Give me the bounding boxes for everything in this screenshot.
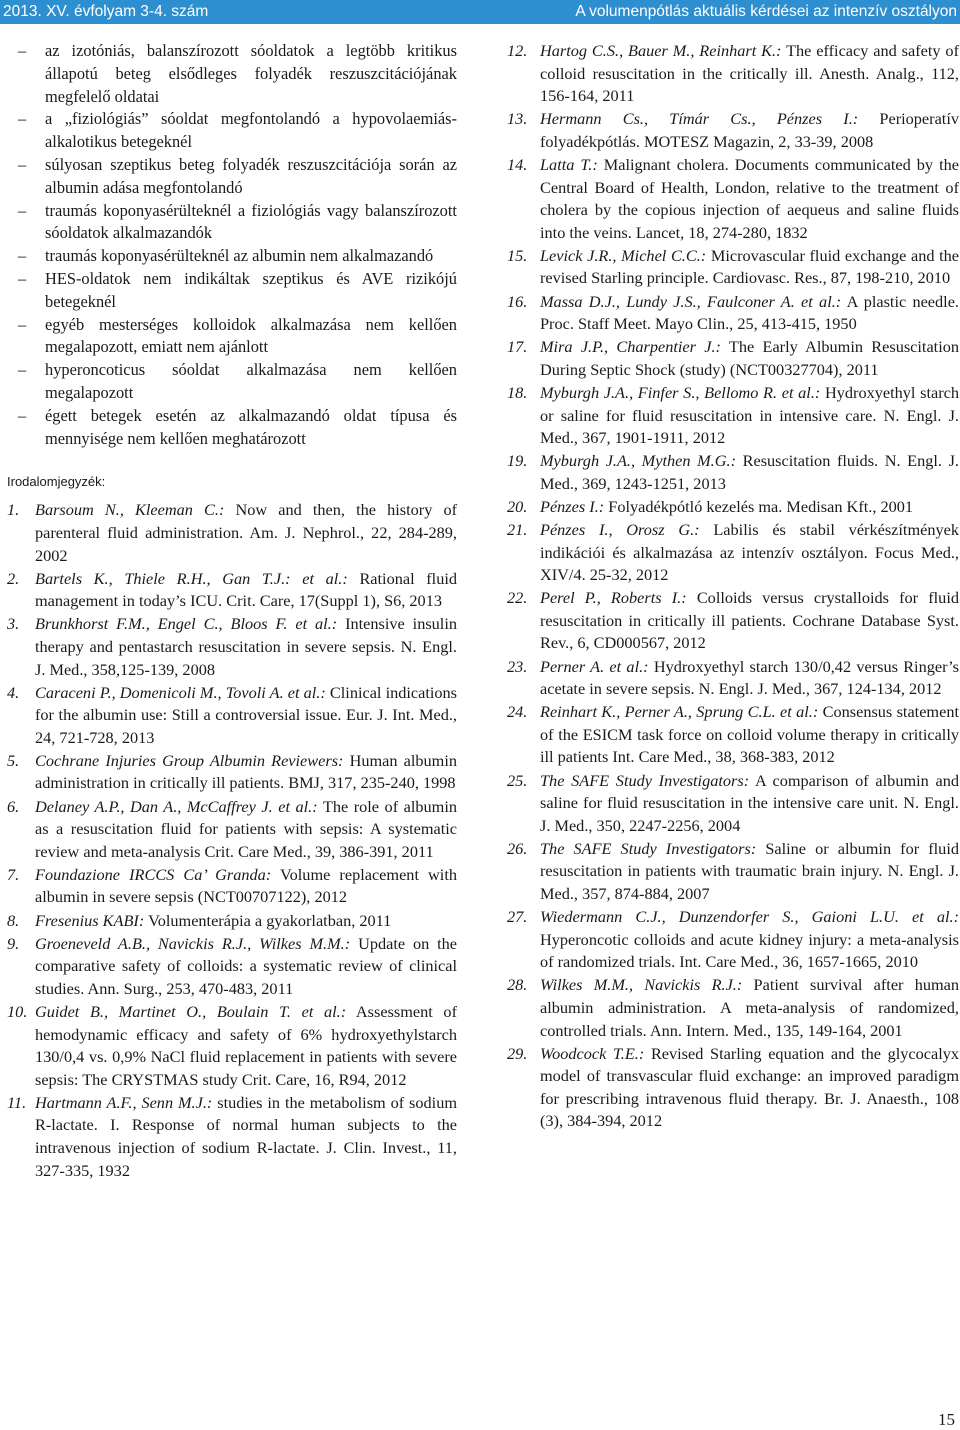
reference-number: 19. xyxy=(507,451,528,471)
reference-authors: Myburgh J.A., Finfer S., Bellomo R. et al.: xyxy=(540,382,821,402)
reference-item xyxy=(7,910,457,933)
reference-authors: Wilkes M.M., Navickis R.J.: xyxy=(540,975,743,995)
reference-authors: Hermann Cs., Tímár Cs., Pénzes I.: xyxy=(540,109,859,129)
dash-bullet: – xyxy=(18,154,27,174)
reference-authors: Hartog C.S., Bauer M., Reinhart K.: xyxy=(540,41,782,60)
reference-item xyxy=(507,382,959,450)
reference-authors: Fresenius KABI: xyxy=(35,910,145,930)
reference-number: 27. xyxy=(507,907,528,927)
reference-number: 6. xyxy=(7,796,20,816)
reference-authors: Caraceni P., Domenicoli M., Tovoli A. et al.: xyxy=(35,682,326,702)
reference-text: Resuscitation fluids. N. Engl. J. Med., 369, 1243-1251, 2013 xyxy=(540,451,959,493)
reference-item xyxy=(507,906,959,974)
reference-text: The efficacy and safety of colloid resuscitation in the critically ill. Anesth. Analg., 112, 156-164, 2011 xyxy=(540,41,959,106)
reference-number: 22. xyxy=(507,588,528,608)
reference-authors: The SAFE Study Investigators: xyxy=(540,770,750,790)
reference-authors: Mira J.P., Charpentier J.: xyxy=(540,337,721,357)
running-header xyxy=(0,0,960,24)
reference-text: The Early Albumin Resuscitation During Septic Shock (study) (NCT00327704), 2011 xyxy=(540,337,959,379)
reference-text: Revised Starling equation and the glycocalyx model of transvascular fluid exchange: an improved paradigm for prescribing intravenous fluid therapy. Br. J. Anaesth., 108 (3), 384-394, 2012 xyxy=(540,1043,959,1131)
reference-authors: Bartels K., Thiele R.H., Gan T.J.: et al.: xyxy=(35,568,348,588)
reference-authors: The SAFE Study Investigators: xyxy=(540,838,757,858)
recommendations-list xyxy=(7,40,457,450)
references-list-right xyxy=(507,40,959,1133)
reference-number: 20. xyxy=(507,496,528,516)
reference-item xyxy=(507,291,959,336)
recommendation-item xyxy=(7,154,457,200)
reference-item xyxy=(507,336,959,381)
reference-text: Microvascular fluid exchange and the revised Starling principle. Cardiovasc. Res., 87, 198-210, 2010 xyxy=(540,245,959,288)
reference-number: 4. xyxy=(7,682,20,702)
reference-item xyxy=(7,613,457,681)
reference-number: 23. xyxy=(507,656,528,676)
reference-text: Volume replacement with albumin in severe sepsis (NCT00707122), 2012 xyxy=(35,864,457,907)
recommendation-item xyxy=(7,40,457,108)
dash-bullet: – xyxy=(18,109,27,129)
recommendation-text: hyperoncoticus sóoldat alkalmazása nem kellően megalapozott xyxy=(45,360,457,402)
reference-number: 24. xyxy=(507,702,528,722)
reference-text: Patient survival after human albumin administration. A meta-analysis of randomized, controlled trials. Ann. Intern. Med., 135, 149-164, 2001 xyxy=(540,975,960,1040)
dash-bullet: – xyxy=(18,314,27,334)
reference-text: Human albumin administration in critically ill patients. BMJ, 317, 235-240, 1998 xyxy=(35,750,458,793)
reference-number: 5. xyxy=(7,750,20,770)
recommendation-text: a „fiziológiás” sóoldat megfontolandó a hypovolaemiás-alkalotikus betegeknél xyxy=(45,109,457,152)
reference-item xyxy=(507,974,959,1042)
recommendation-item xyxy=(7,405,457,451)
left-column xyxy=(7,40,457,1183)
reference-item xyxy=(7,1092,457,1182)
reference-authors: Perner A. et al.: xyxy=(540,656,649,676)
article-running-title: A volumenpótlás aktuális kérdései az intenzív osztályon xyxy=(575,3,957,20)
dash-bullet: – xyxy=(18,246,27,266)
reference-number: 2. xyxy=(7,568,20,588)
reference-number: 11. xyxy=(7,1092,27,1112)
reference-text: Now and then, the history of parenteral fluid administration. Am. J. Nephrol., 22, 284-289, 2002 xyxy=(35,500,458,565)
reference-item xyxy=(507,1043,959,1133)
reference-item xyxy=(7,1001,457,1091)
recommendation-text: égett betegek esetén az alkalmazandó oldat típusa és mennyisége nem kellően meghatározott xyxy=(45,405,457,448)
recommendation-text: traumás koponyasérülteknél az albumin nem alkalmazandó xyxy=(45,246,434,266)
reference-item xyxy=(7,568,457,613)
dash-bullet: – xyxy=(18,41,27,60)
reference-text: Clinical indications for the albumin use: Still a controversial issue. Eur. J. Int. Med., 24, 721-728, 2013 xyxy=(35,682,458,747)
references-list-left xyxy=(7,499,457,1182)
reference-authors: Barsoum N., Kleeman C.: xyxy=(35,500,225,520)
reference-authors: Guidet B., Martinet O., Boulain T. et al.: xyxy=(35,1001,347,1021)
reference-authors: Delaney A.P., Dan A., McCaffrey J. et al.: xyxy=(35,796,318,816)
reference-number: 29. xyxy=(507,1043,528,1063)
reference-authors: Foundazione IRCCS Ca’ Granda: xyxy=(35,864,272,884)
reference-item xyxy=(7,750,457,795)
reference-authors: Groeneveld A.B., Navickis R.J., Wilkes M.M.: xyxy=(35,933,351,953)
reference-number: 28. xyxy=(507,975,528,995)
reference-text: Hyperoncotic colloids and acute kidney injury: a meta-analysis of randomized trials. Int. Care Med., 36, 1657-1665, 2010 xyxy=(540,929,959,972)
reference-authors: Brunkhorst F.M., Engel C., Bloos F. et al.: xyxy=(35,614,338,634)
reference-authors: Wiedermann C.J., Dunzendorfer S., Gaioni L.U. et al.: xyxy=(540,907,959,927)
reference-authors: Pénzes I., Orosz G.: xyxy=(540,519,700,539)
recommendation-item xyxy=(7,359,457,405)
reference-authors: Massa D.J., Lundy J.S., Faulconer A. et al.: xyxy=(540,291,842,311)
reference-item xyxy=(7,682,457,750)
reference-text: Intensive insulin therapy and pentastarch resuscitation in severe sepsis. N. Engl. J. Med., 358,125-139, 2008 xyxy=(35,614,457,679)
recommendation-text: súlyosan szeptikus beteg folyadék reszuszcitációja során az albumin adása megfontolandó xyxy=(45,154,457,197)
reference-text: Hydroxyethyl starch or saline for fluid resuscitation in intensive care. N. Engl. J. Med., 367, 1901-1911, 2012 xyxy=(540,382,959,448)
reference-authors: Hartmann A.F., Senn M.J.: xyxy=(35,1092,213,1112)
recommendation-item xyxy=(7,245,457,268)
reference-text: Assessment of hemodynamic efficacy and safety of 6% hydroxyethylstarch 130/0,4 vs. 0,9% NaCl fluid replacement in patients with severe sepsis: The CRYSTMAS study Crit. Care, 16, R94, 2012 xyxy=(35,1001,457,1089)
reference-text: A plastic needle. Proc. Staff Meet. Mayo Clin., 25, 413-415, 1950 xyxy=(540,291,959,334)
reference-authors: Latta T.: xyxy=(540,154,598,174)
reference-text: Malignant cholera. Documents communicated by the Central Board of Health, London, relative to the treatment of cholera by the copious injection of aequeus and saline fluids into the veins. Lancet, 18, 274-280, 1832 xyxy=(540,154,959,242)
reference-item xyxy=(507,108,959,153)
reference-text: The role of albumin as a resuscitation fluid for patients with sepsis: A systematic review and meta-analysis Crit. Care Med., 39, 386-391, 2011 xyxy=(35,796,457,861)
reference-number: 21. xyxy=(507,519,528,539)
recommendation-text: HES-oldatok nem indikáltak szeptikus és AVE rizikójú betegeknél xyxy=(45,268,457,311)
reference-item xyxy=(507,587,959,655)
reference-text: Volumenterápia a gyakorlatban, 2011 xyxy=(148,910,392,930)
reference-number: 7. xyxy=(7,864,20,884)
reference-item xyxy=(507,245,959,290)
dash-bullet: – xyxy=(18,268,27,288)
reference-text: Perioperatív folyadékpótlás. MOTESZ Magazin, 2, 33-39, 2008 xyxy=(540,109,959,151)
reference-text: Update on the comparative safety of colloids: a systematic review of clinical studies. Ann. Surg., 253, 470-483, 2011 xyxy=(35,933,458,998)
reference-number: 25. xyxy=(507,770,528,790)
reference-text: Labilis és stabil vérkészítmények indikációi és alkalmazása az intenzív osztályon. Focus Med., XIV/4. 25-32, 2012 xyxy=(540,519,959,585)
reference-text: A comparison of albumin and saline for fluid resuscitation in the intensive care unit. N. Engl. J. Med., 350, 2247-2256, 2004 xyxy=(540,770,960,835)
reference-number: 17. xyxy=(507,337,528,357)
reference-text: Colloids versus crystalloids for fluid resuscitation in critically ill patients. Cochrane Database Syst. Rev., 6, CD000567, 2012 xyxy=(540,588,959,653)
reference-text: Rational fluid management in today’s ICU. Crit. Care, 17(Suppl 1), S6, 2013 xyxy=(35,568,458,611)
reference-text: Hydroxyethyl starch 130/0,42 versus Ringer’s acetate in severe sepsis. N. Engl. J. Med., 367, 124-134, 2012 xyxy=(540,656,959,699)
reference-item xyxy=(507,40,959,108)
reference-item xyxy=(507,838,959,906)
reference-item xyxy=(7,933,457,1001)
reference-authors: Reinhart K., Perner A., Sprung C.L. et al.: xyxy=(540,702,819,722)
reference-authors: Cochrane Injuries Group Albumin Reviewers: xyxy=(35,750,344,770)
reference-number: 15. xyxy=(507,245,528,265)
reference-text: Saline or albumin for fluid resuscitation in patients with traumatic brain injury. N. Engl. J. Med., 357, 874-884, 2007 xyxy=(540,838,959,903)
reference-number: 26. xyxy=(507,838,528,858)
recommendation-text: traumás koponyasérülteknél a fiziológiás vagy balanszírozott sóoldatok alkalmazandók xyxy=(45,200,457,243)
reference-item xyxy=(507,450,959,495)
reference-item xyxy=(7,796,457,864)
dash-bullet: – xyxy=(18,360,27,380)
reference-number: 12. xyxy=(507,41,528,60)
reference-number: 9. xyxy=(7,933,20,953)
reference-number: 10. xyxy=(7,1001,28,1021)
reference-authors: Pénzes I.: xyxy=(540,496,605,516)
recommendation-text: az izotóniás, balanszírozott sóoldatok a legtöbb kritikus állapotú beteg elsődleges folyadék reszuszcitációjának megfelelő oldatai xyxy=(45,41,457,106)
page-number: 15 xyxy=(938,1410,955,1429)
right-column xyxy=(507,40,959,1134)
reference-item xyxy=(7,864,457,909)
reference-number: 13. xyxy=(507,109,528,129)
reference-number: 3. xyxy=(7,614,20,634)
reference-item xyxy=(507,519,959,587)
reference-number: 16. xyxy=(507,291,528,311)
reference-authors: Myburgh J.A., Mythen M.G.: xyxy=(540,451,736,471)
reference-number: 14. xyxy=(507,154,528,174)
reference-text: Consensus statement of the ESICM task force on colloid volume therapy in critically ill patients Int. Care Med., 38, 368-383, 2012 xyxy=(540,702,959,767)
reference-text: studies in the metabolism of sodium R-lactate. I. Response of normal human subjects to the intravenous injection of sodium R-lactate. J. Clin. Invest., 11, 327-335, 1932 xyxy=(35,1092,457,1180)
reference-number: 1. xyxy=(7,500,20,520)
references-heading: Irodalomjegyzék: xyxy=(7,474,106,490)
dash-bullet: – xyxy=(18,200,27,220)
reference-authors: Levick J.R., Michel C.C.: xyxy=(540,245,707,265)
reference-item xyxy=(507,770,959,838)
recommendation-item xyxy=(7,200,457,246)
dash-bullet: – xyxy=(18,405,27,425)
reference-item xyxy=(507,154,959,244)
reference-item xyxy=(507,496,959,519)
reference-authors: Woodcock T.E.: xyxy=(540,1043,645,1063)
reference-item xyxy=(507,656,959,701)
journal-issue: 2013. XV. évfolyam 3-4. szám xyxy=(3,3,209,20)
reference-authors: Perel P., Roberts I.: xyxy=(540,588,687,608)
reference-item xyxy=(7,499,457,567)
reference-number: 18. xyxy=(507,382,528,402)
reference-text: Folyadékpótló kezelés ma. Medisan Kft., 2001 xyxy=(608,496,914,516)
reference-number: 8. xyxy=(7,910,20,930)
recommendation-item xyxy=(7,108,457,154)
recommendation-text: egyéb mesterséges kolloidok alkalmazása nem kellően megalapozott, emiatt nem ajánlott xyxy=(45,314,457,357)
recommendation-item xyxy=(7,314,457,360)
reference-item xyxy=(507,701,959,769)
recommendation-item xyxy=(7,268,457,314)
